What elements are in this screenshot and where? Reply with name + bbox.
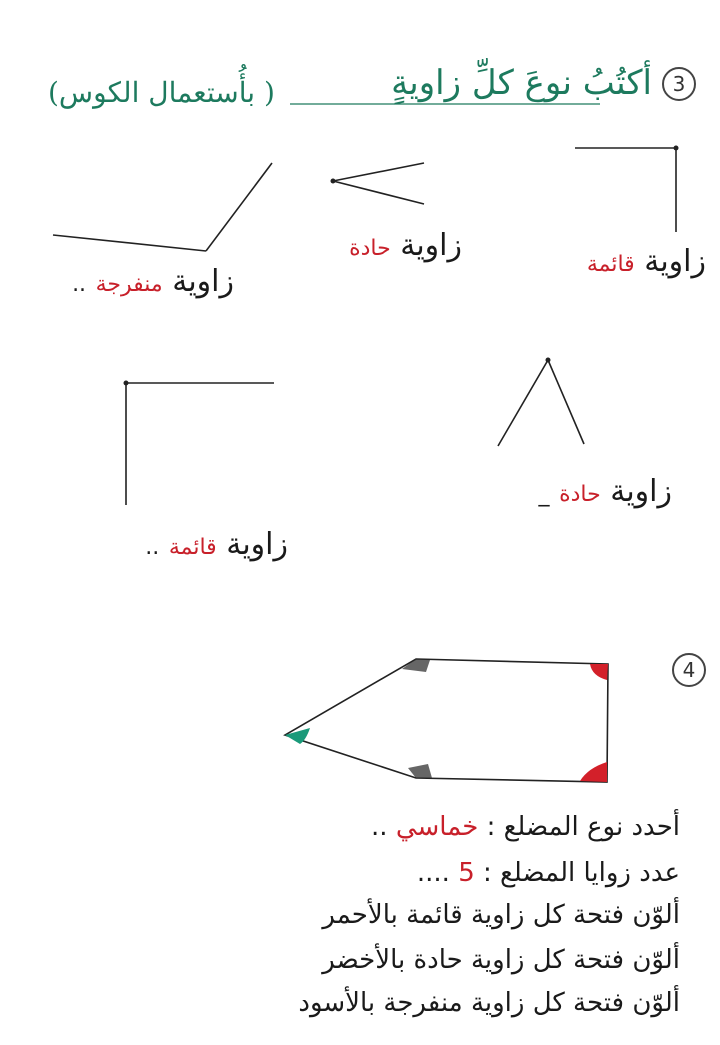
answer-5 (145, 527, 288, 562)
answer-3-label: زاوية (172, 264, 234, 299)
ex4-line-1-trail: .. (371, 812, 388, 842)
ex4-line-2 (417, 858, 680, 888)
angle-obtuse-1 (53, 163, 272, 251)
answer-5-type: قائمة (168, 535, 217, 560)
answer-2-label: زاوية (400, 228, 462, 263)
answer-4-type: حادة (559, 482, 601, 507)
ex4-line-2-value: 5 (458, 858, 475, 888)
ex4-line-1-value: خماسي (395, 812, 479, 842)
ex4-line-4: ألوّن فتحة كل زاوية حادة بالأخضر (322, 945, 680, 975)
answer-1-type: قائمة (586, 252, 635, 277)
angle-right-1 (575, 146, 679, 233)
answer-4-trail: _ (538, 482, 550, 507)
answer-1-label: زاوية (644, 244, 706, 279)
ex4-line-5: ألوّن فتحة كل زاوية منفرجة بالأسود (298, 988, 680, 1018)
angle-right-2 (124, 381, 275, 506)
ex4-line-2-label: عدد زوايا المضلع : (483, 858, 680, 888)
answer-3-trail: .. (72, 272, 87, 297)
ex4-line-3: ألوّن فتحة كل زاوية قائمة بالأحمر (322, 900, 680, 930)
answer-2-type: حادة (349, 236, 391, 261)
answer-2 (349, 228, 462, 263)
answer-5-label: زاوية (226, 527, 288, 562)
angle-acute-1 (331, 163, 425, 204)
exercise-3-subtitle: ( بأُستعمال الكوس) (48, 76, 275, 109)
answer-3 (72, 264, 234, 299)
answer-1 (587, 244, 706, 279)
right-angle-fill-top (590, 664, 608, 680)
answer-3-type: منفرجة (95, 272, 163, 297)
ex4-line-1-label: أحدد نوع المضلع : (486, 812, 680, 842)
ex4-line-2-trail: .... (416, 858, 450, 888)
ex4-line-1 (371, 812, 680, 842)
exercise-3-title: أكتُبُ نوعَ كلِّ زاويةٍ (391, 63, 652, 103)
answer-4-label: زاوية (610, 474, 672, 509)
right-angle-fill-bottom (580, 762, 607, 782)
answer-4 (539, 474, 672, 509)
answer-5-trail: .. (145, 535, 160, 560)
angle-acute-2 (498, 358, 584, 447)
exercise-4-number: 4 (672, 653, 706, 687)
exercise-3-number: 3 (662, 67, 696, 101)
pentagon (285, 659, 608, 782)
